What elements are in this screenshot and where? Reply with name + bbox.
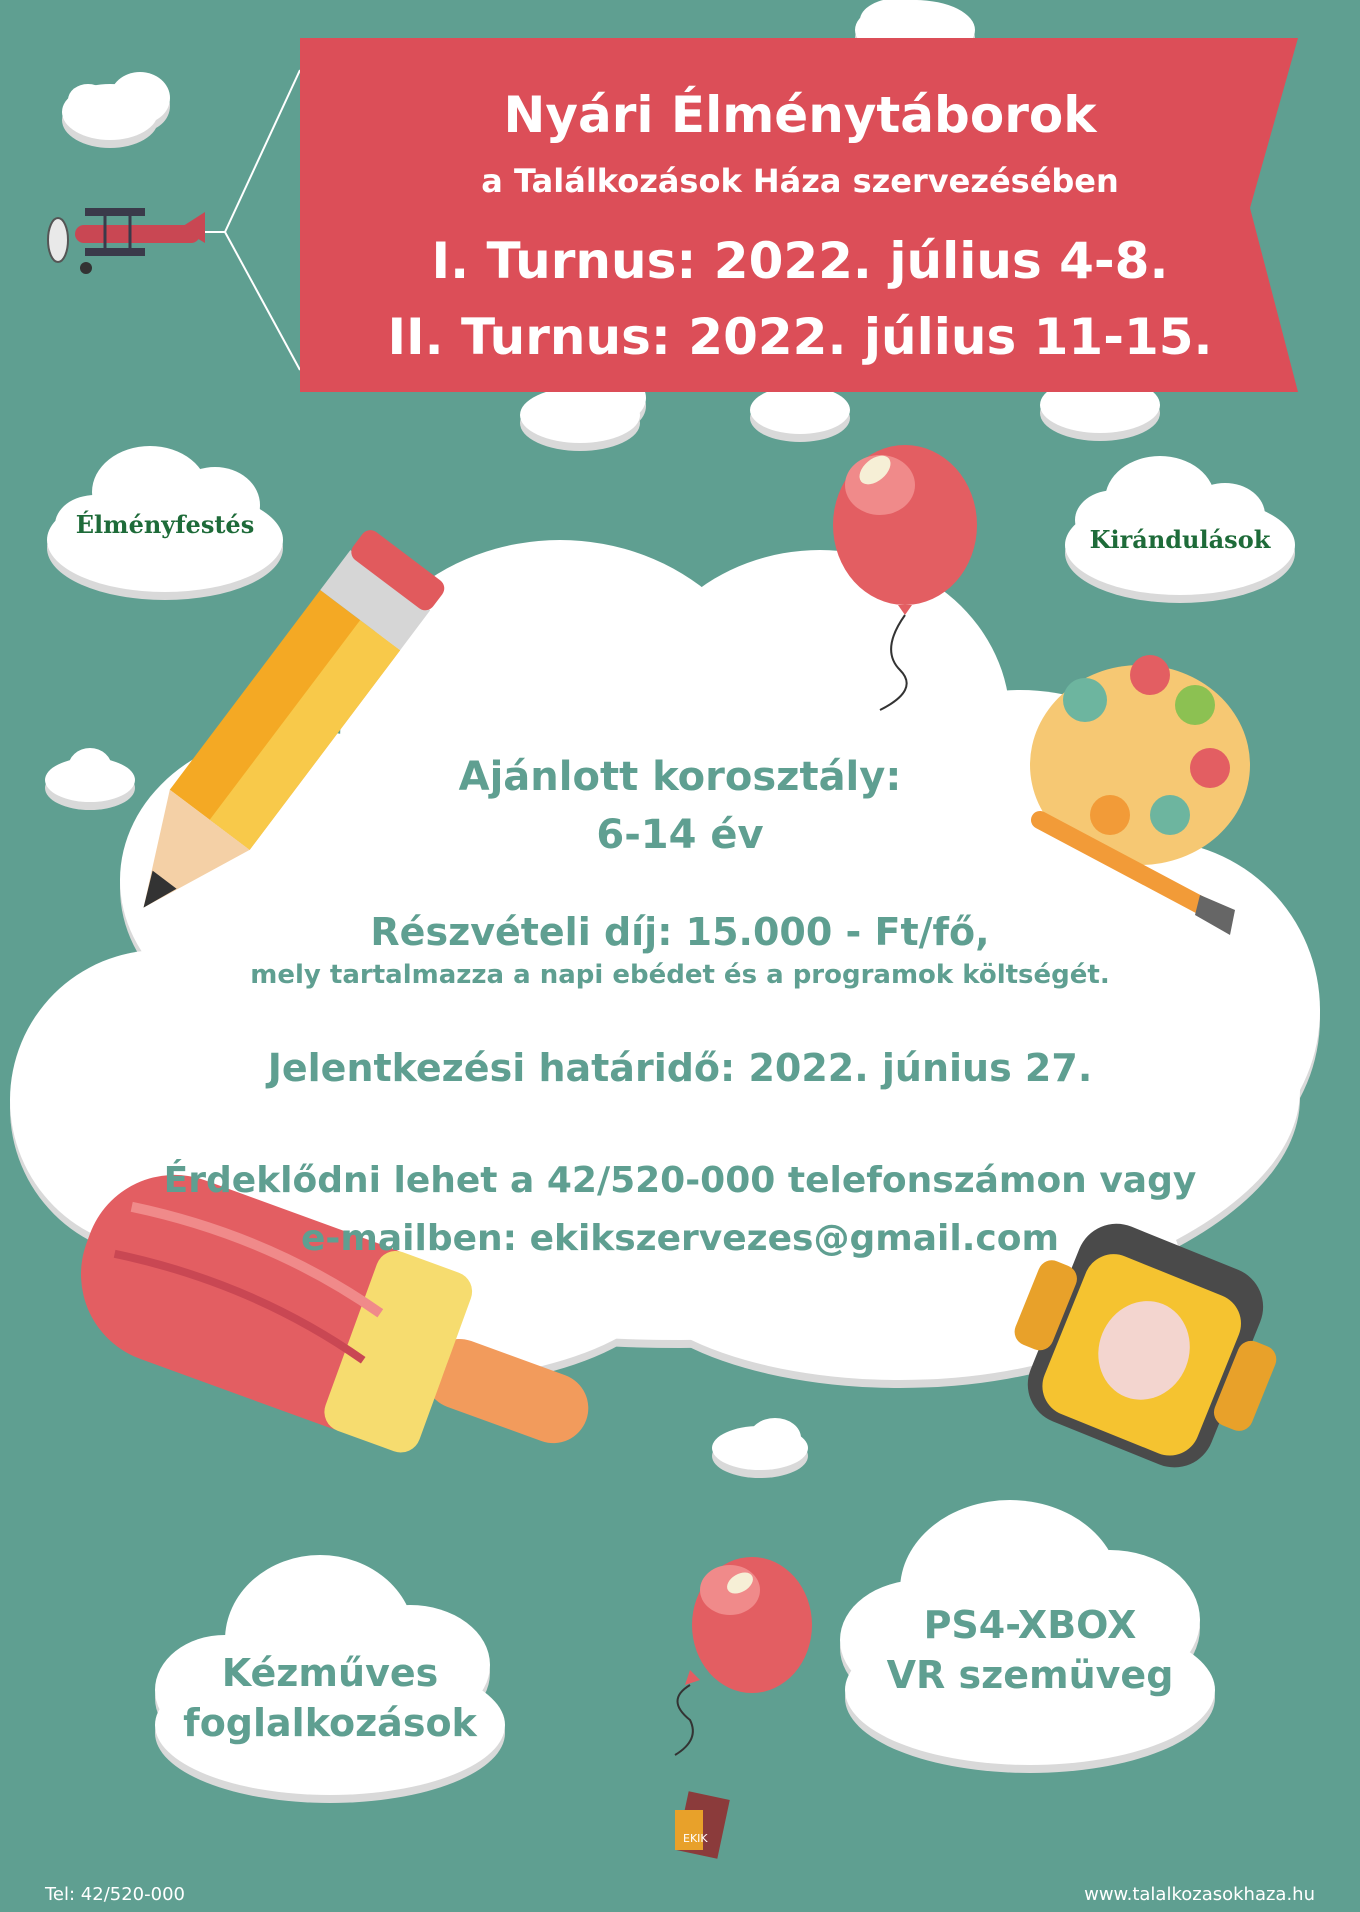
banner-strings — [190, 70, 300, 370]
footer-phone: Tel: 42/520-000 — [45, 1884, 185, 1905]
logo-text: EKIK — [683, 1832, 708, 1845]
trips-label: Kirándulások — [1089, 525, 1271, 554]
crafts-text — [160, 1648, 500, 1748]
games-line-1: PS4-XBOX — [923, 1603, 1137, 1647]
banner-subtitle: a Találkozások Háza szervezésében — [481, 162, 1119, 200]
age-value: 6-14 év — [596, 812, 764, 858]
deadline-text: Jelentkezési határidő: 2022. június 27. — [267, 1046, 1093, 1090]
session-1: I. Turnus: 2022. július 4-8. — [431, 232, 1169, 290]
crafts-line-2: foglalkozások — [183, 1701, 477, 1745]
fee-text: Részvételi díj: 15.000 - Ft/fő, — [370, 910, 990, 954]
fee-note: mely tartalmazza a napi ebédet és a programok költségét. — [250, 960, 1110, 990]
small-cloud-lower-mid — [712, 1418, 808, 1470]
balloon-small-icon — [675, 1557, 812, 1755]
games-line-2: VR szemüveg — [886, 1653, 1174, 1697]
airplane-icon — [48, 208, 205, 274]
footer-website[interactable]: www.talalkozasokhaza.hu — [1084, 1884, 1315, 1905]
crafts-line-1: Kézműves — [221, 1651, 439, 1695]
painting-label: Élményfestés — [75, 510, 255, 539]
ekik-logo — [675, 1791, 730, 1858]
small-cloud-top-left — [62, 72, 170, 140]
age-title: Ajánlott korosztály: — [458, 754, 902, 800]
games-text — [860, 1600, 1200, 1700]
contact-info — [100, 1152, 1260, 1268]
contact-line-1: Érdeklődni lehet a 42/520-000 telefonszámon vagy — [163, 1160, 1197, 1201]
session-2: II. Turnus: 2022. július 11-15. — [387, 308, 1213, 366]
age-section — [100, 748, 1260, 864]
contact-line-2: e-mailben: ekikszervezes@gmail.com — [301, 1218, 1059, 1259]
banner-title: Nyári Élménytáborok — [503, 86, 1097, 144]
